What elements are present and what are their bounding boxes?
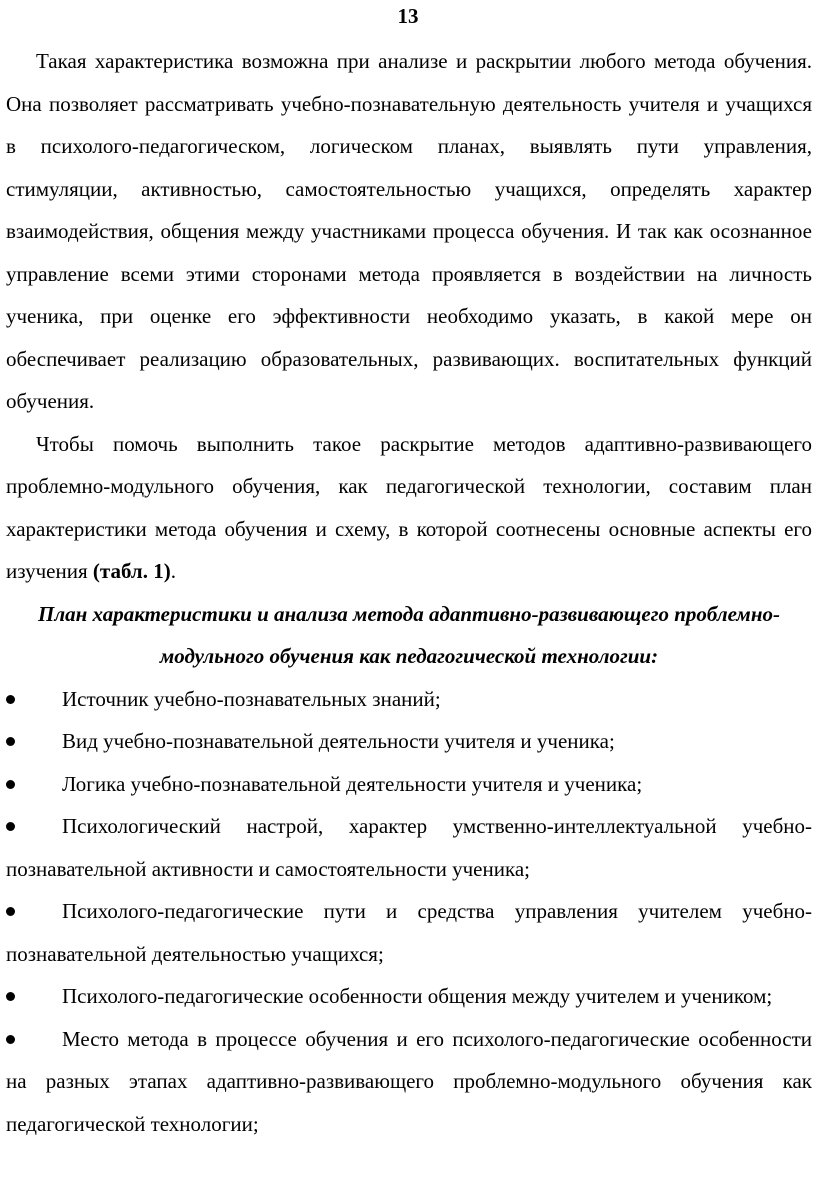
- list-item-text: Психолого-педагогические особенности общения между учителем и учеником;: [62, 984, 773, 1008]
- page-number: 13: [397, 4, 419, 28]
- list-item: [6, 763, 812, 806]
- plan-list: [6, 678, 812, 1146]
- list-item-text: Психолого-педагогические пути и средства управления учителем учебно-познавательной деятельностью учащихся;: [6, 899, 812, 966]
- paragraph-plan-intro-end: .: [170, 559, 176, 583]
- list-item-text: Место метода в процессе обучения и его психолого-педагогические особенности на разных этапах адаптивно-развивающего проблемно-модульного обучения как педагогической технологии;: [6, 1026, 812, 1136]
- list-item: [6, 975, 812, 1018]
- list-item: [6, 890, 812, 975]
- page-content: [6, 40, 812, 1145]
- plan-title: План характеристики и анализа метода адаптивно-развивающего проблемно-модульного обучения как педагогической технологии:: [38, 601, 780, 668]
- list-item-text: Логика учебно-познавательной деятельности учителя и ученика;: [62, 771, 643, 796]
- list-item: [6, 805, 812, 890]
- paragraph-plan-intro-text: Чтобы помочь выполнить такое раскрытие методов адаптивно-развивающего проблемно-модульного обучения, как педагогической технологии, составим план характеристики метода обучения и схему, в которой соотнесены основные аспекты его изучения: [6, 431, 812, 583]
- list-item: [6, 1018, 812, 1146]
- table-reference: (табл. 1): [92, 559, 171, 583]
- paragraph-plan-intro: [6, 423, 812, 593]
- list-item: [6, 678, 812, 721]
- list-item-text: Вид учебно-познавательной деятельности учителя и ученика;: [62, 729, 615, 753]
- list-item-text: Психологический настрой, характер умственно-интеллектуальной учебно-познавательной активности и самостоятельности ученика;: [6, 814, 812, 881]
- list-item: [6, 720, 812, 763]
- paragraph-intro: Такая характеристика возможна при анализе и раскрытии любого метода обучения. Она позволяет рассматривать учебно-познавательную деятельность учителя и учащихся в психолого-педагогическом, логическом планах, выявлять пути управления, стимуляции, активностью, самостоятельностью учащихся, определять характер взаимодействия, общения между участниками процесса обучения. И так как осознанное управление всеми этими сторонами метода проявляется в воздействии на личность ученика, при оценке его эффективности необходимо указать, в какой мере он обеспечивает реализацию образовательных, развивающих. воспитательных функций обучения.: [6, 49, 812, 413]
- list-item-text: Источник учебно-познавательных знаний;: [62, 686, 441, 711]
